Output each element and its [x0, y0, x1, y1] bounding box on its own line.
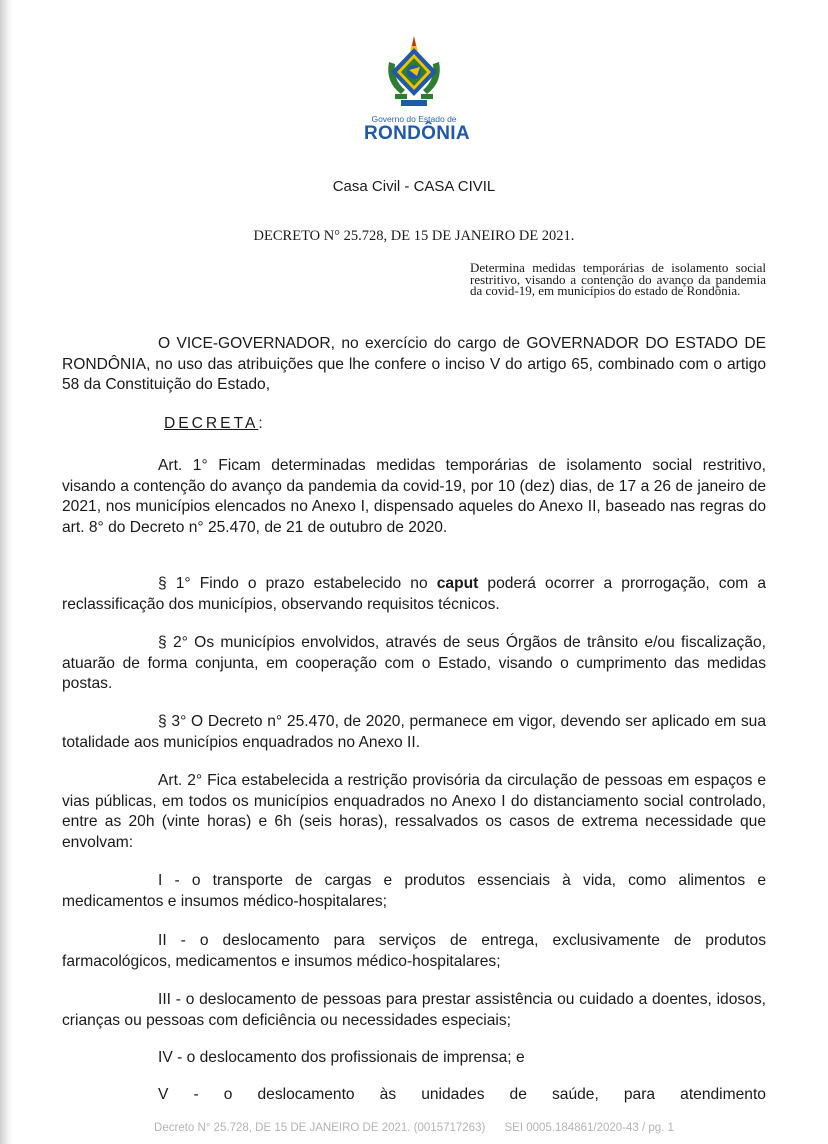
state-logo	[364, 34, 470, 164]
article-2: Art. 2° Fica estabelecida a restrição provisória da circulação de pessoas em espaços e vias públicas, em todos os municípios enquadrados no Anexo I do distanciamento social controlado, entre as 20h (vinte horas) e 6h (seis horas), ressalvados os casos de extrema necessidade que envolvam:	[62, 772, 766, 851]
footer-document-ref: Decreto N° 25.728, DE 15 DE JANEIRO DE 2021. (0015717263)	[154, 1122, 486, 1134]
coat-of-arms-icon	[379, 34, 449, 108]
item-i: I - o transporte de cargas e produtos essenciais à vida, como alimentos e medicamentos e insumos médico-hospitalares;	[62, 872, 766, 910]
item-v: V - o deslocamento às unidades de saúde, para atendimento	[158, 1086, 766, 1103]
logo-caption-state: RONDÔNIA	[364, 123, 470, 144]
decreta-word: DECRETA	[164, 415, 259, 432]
par1-caput: caput	[436, 575, 479, 592]
article-1-paragraph-2: § 2° Os municípios envolvidos, através de seus Órgãos de trânsito e/ou fiscalização, atuarão de forma conjunta, em cooperação com o Estado, visando o cumprimento das medidas postas.	[62, 634, 766, 692]
par1-text-after: poderá ocorrer a prorrogação, com a reclassificação dos municípios, observando requisitos técnicos.	[62, 575, 766, 613]
decree-ementa: Determina medidas temporárias de isolamento social restritivo, visando a contenção do avanço da pandemia da covid-19, em municípios do estado de Rondônia.	[470, 260, 766, 298]
article-1-paragraph-1	[62, 574, 766, 615]
article-1: Art. 1° Ficam determinadas medidas temporárias de isolamento social restritivo, visando a contenção do avanço da pandemia da covid-19, por 10 (dez) dias, de 17 a 26 de janeiro de 2021, nos municípios elencados no Anexo I, dispensado aqueles do Anexo II, baseado nas regras do art. 8° do Decreto n° 25.470, de 21 de outubro de 2020.	[62, 457, 766, 536]
decreta-colon: :	[258, 415, 263, 432]
item-ii: II - o deslocamento para serviços de entrega, exclusivamente de produtos farmacológicos, medicamentos e insumos médico-hospitalares;	[62, 932, 766, 970]
par1-text-before: § 1° Findo o prazo estabelecido no	[158, 575, 437, 592]
page-footer	[0, 1122, 828, 1134]
decree-title: DECRETO N° 25.728, DE 15 DE JANEIRO DE 2021.	[253, 228, 575, 244]
department-heading: Casa Civil - CASA CIVIL	[332, 178, 496, 195]
logo-caption-top: Governo do Estado de	[371, 114, 457, 124]
decreta-heading	[164, 415, 263, 433]
preamble: O VICE-GOVERNADOR, no exercício do cargo de GOVERNADOR DO ESTADO DE RONDÔNIA, no uso das atribuições que lhe confere o inciso V do artigo 65, combinado com o artigo 58 da Constituição do Estado,	[62, 335, 766, 393]
item-iii: III - o deslocamento de pessoas para prestar assistência ou cuidado a doentes, idosos, crianças ou pessoas com deficiência ou necessidades especiais;	[62, 991, 766, 1029]
item-iv: IV - o deslocamento dos profissionais de imprensa; e	[158, 1049, 525, 1066]
footer-sei-ref: SEI 0005.184861/2020-43 / pg. 1	[504, 1122, 674, 1134]
page-edge-shadow	[0, 0, 14, 1144]
article-1-paragraph-3: § 3° O Decreto n° 25.470, de 2020, permanece em vigor, devendo ser aplicado em sua totalidade aos municípios enquadrados no Anexo II.	[62, 713, 766, 751]
